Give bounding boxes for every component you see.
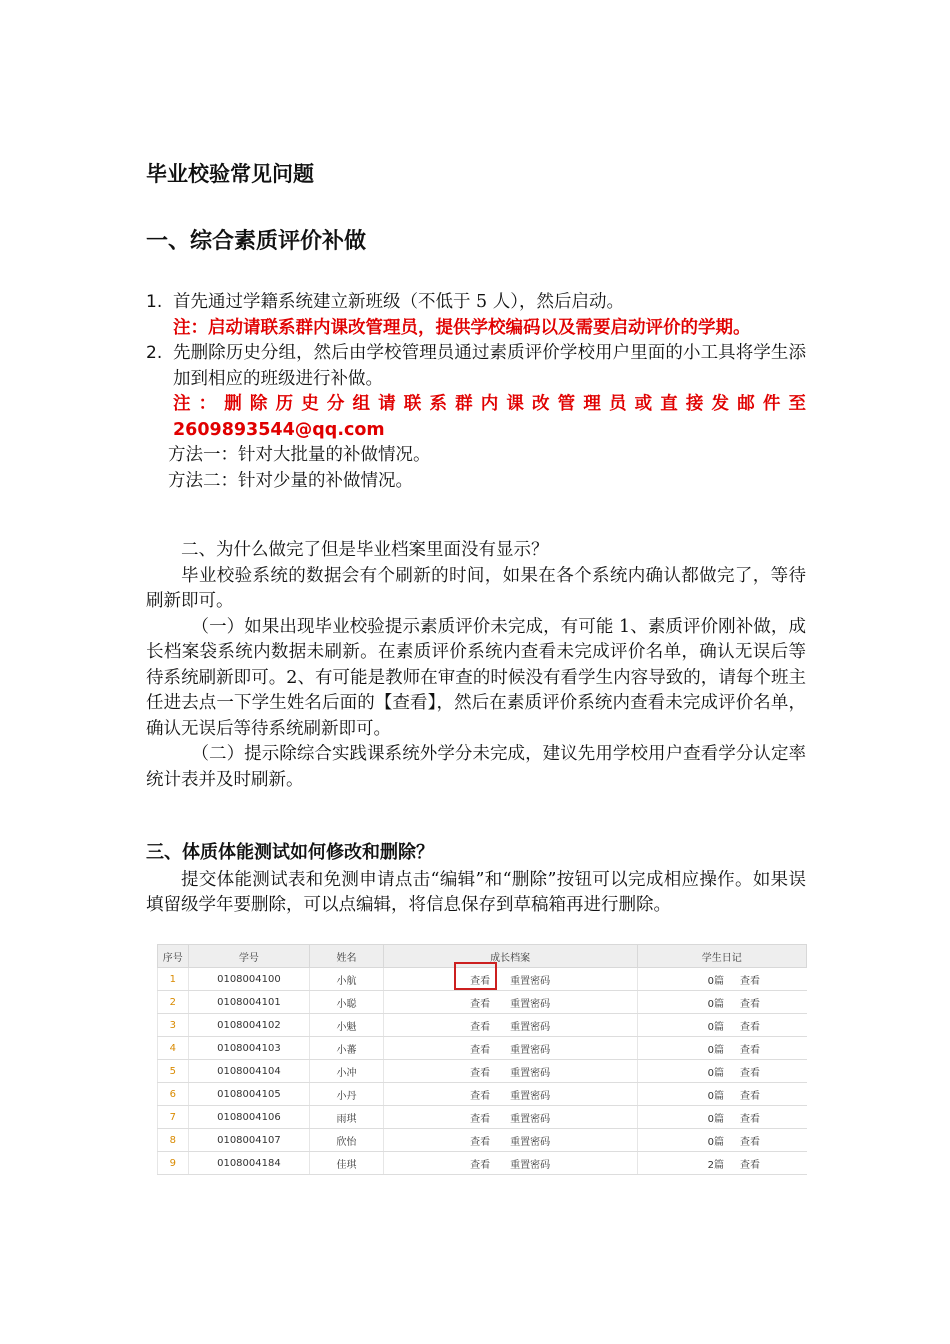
row-student-id: 0108004103 [188,1037,310,1060]
col-name: 姓名 [310,945,384,968]
row-archive-actions [383,991,637,1014]
reset-password-link[interactable]: 重置密码 [510,1090,551,1102]
view-diary-link[interactable]: 查看 [740,975,760,987]
section2-item2: （二）提示除综合实践课系统外学分未完成，建议先用学校用户查看学分认定率统计表并及时刷新。 [146,744,806,790]
row-diary [637,1037,806,1060]
row-archive-actions [383,1014,637,1037]
reset-password-link[interactable]: 重置密码 [510,1021,551,1033]
diary-count: 0篇 [707,1044,724,1056]
table-row [158,1106,807,1129]
row-archive-actions [383,1152,637,1175]
row-student-name: 小航 [310,968,384,991]
view-diary-link[interactable]: 查看 [740,1090,760,1102]
row-student-name: 小冲 [310,1060,384,1083]
row-student-name: 雨琪 [310,1106,384,1129]
view-archive-link[interactable]: 查看 [470,1067,491,1079]
row-seq: 1 [158,968,189,991]
row-diary [637,1060,806,1083]
view-diary-link[interactable]: 查看 [740,1044,760,1056]
reset-password-link[interactable]: 重置密码 [510,975,551,987]
view-diary-link[interactable]: 查看 [740,1113,760,1125]
table-row [158,1014,807,1037]
diary-count: 2篇 [707,1159,724,1171]
diary-count: 0篇 [707,1136,724,1148]
steps-list [146,290,806,494]
col-seq: 序号 [158,945,189,968]
row-student-name: 欣怡 [310,1129,384,1152]
row-student-name: 小魁 [310,1014,384,1037]
row-diary [637,1083,806,1106]
table-body [158,968,807,1175]
row-diary [637,1129,806,1152]
row-diary [637,1152,806,1175]
method-2: 方法二：针对少量的补做情况。 [168,470,413,491]
row-student-id: 0108004104 [188,1060,310,1083]
reset-password-link[interactable]: 重置密码 [510,1113,551,1125]
document-title: 毕业校验常见问题 [146,162,314,186]
student-table [157,944,807,1175]
step-2 [146,341,806,443]
section3 [146,840,806,919]
col-student-diary: 学生日记 [637,945,806,968]
highlight-box [454,962,497,990]
view-diary-link[interactable]: 查看 [740,1136,760,1148]
diary-count: 0篇 [707,975,724,987]
row-archive-actions [383,1037,637,1060]
row-student-name: 小聪 [310,991,384,1014]
section2-heading: 二、为什么做完了但是毕业档案里面没有显示？ [181,540,549,560]
reset-password-link[interactable]: 重置密码 [510,998,551,1010]
table-row [158,1037,807,1060]
view-diary-link[interactable]: 查看 [740,1021,760,1033]
section3-heading: 三、体质体能测试如何修改和删除？ [146,842,434,863]
row-student-name: 小丹 [310,1083,384,1106]
row-archive-actions [383,1083,637,1106]
section1-heading: 一、综合素质评价补做 [146,229,367,254]
row-seq: 2 [158,991,189,1014]
row-archive-actions [383,968,637,991]
row-student-id: 0108004100 [188,968,310,991]
row-seq: 8 [158,1129,189,1152]
row-archive-actions [383,1060,637,1083]
reset-password-link[interactable]: 重置密码 [510,1044,551,1056]
step-note: 注：启动请联系群内课改管理员，提供学校编码以及需要启动评价的学期。 [173,317,751,338]
col-growth-archive: 成长档案 [383,945,637,968]
diary-count: 0篇 [707,1021,724,1033]
view-archive-link[interactable]: 查看 [470,1044,491,1056]
row-diary [637,991,806,1014]
table-row [158,1129,807,1152]
diary-count: 0篇 [707,998,724,1010]
row-archive-actions [383,1106,637,1129]
row-student-id: 0108004105 [188,1083,310,1106]
view-archive-link[interactable]: 查看 [470,1113,491,1125]
row-student-name: 佳琪 [310,1152,384,1175]
row-archive-actions [383,1129,637,1152]
section2 [146,538,806,793]
view-diary-link[interactable]: 查看 [740,1067,760,1079]
view-archive-link[interactable]: 查看 [470,1136,491,1148]
row-seq: 6 [158,1083,189,1106]
view-archive-link[interactable]: 查看 [470,998,491,1010]
student-table-screenshot [157,944,807,1175]
step-1 [146,290,806,341]
row-student-id: 0108004102 [188,1014,310,1037]
step-number: 1. [146,292,163,312]
col-student-id: 学号 [188,945,310,968]
section2-paragraph: 毕业校验系统的数据会有个刷新的时间，如果在各个系统内确认都做完了，等待刷新即可。 [146,565,806,611]
diary-count: 0篇 [707,1090,724,1102]
row-student-id: 0108004107 [188,1129,310,1152]
row-student-id: 0108004101 [188,991,310,1014]
row-student-name: 小蕃 [310,1037,384,1060]
step-text: 首先通过学籍系统建立新班级（不低于 5 人），然后启动。 [173,292,625,312]
reset-password-link[interactable]: 重置密码 [510,1136,551,1148]
table-row [158,968,807,991]
view-diary-link[interactable]: 查看 [740,998,760,1010]
table-row [158,1060,807,1083]
step-number: 2. [146,343,163,363]
view-archive-link[interactable]: 查看 [470,1159,491,1171]
row-diary [637,1014,806,1037]
step-text: 先删除历史分组，然后由学校管理员通过素质评价学校用户里面的小工具将学生添加到相应的班级进行补做。 [173,343,806,389]
row-student-id: 0108004184 [188,1152,310,1175]
method-1: 方法一：针对大批量的补做情况。 [168,445,431,465]
reset-password-link[interactable]: 重置密码 [510,1067,551,1079]
view-diary-link[interactable]: 查看 [740,1159,760,1171]
view-archive-link[interactable]: 查看 [470,1021,491,1033]
row-seq: 9 [158,1152,189,1175]
row-seq: 4 [158,1037,189,1060]
row-diary [637,1106,806,1129]
row-seq: 7 [158,1106,189,1129]
table-row [158,991,807,1014]
row-seq: 5 [158,1060,189,1083]
view-archive-link[interactable]: 查看 [470,975,491,987]
step-note: 注：删除历史分组请联系群内课改管理员或直接发邮件至2609893544@qq.com [173,394,806,440]
reset-password-link[interactable]: 重置密码 [510,1159,551,1171]
table-row [158,1083,807,1106]
diary-count: 0篇 [707,1067,724,1079]
view-archive-link[interactable]: 查看 [470,1090,491,1102]
row-student-id: 0108004106 [188,1106,310,1129]
diary-count: 0篇 [707,1113,724,1125]
row-seq: 3 [158,1014,189,1037]
section3-paragraph: 提交体能测试表和免测申请点击“编辑”和“删除”按钮可以完成相应操作。如果误填留级学年要删除，可以点编辑，将信息保存到草稿箱再进行删除。 [146,869,806,915]
section2-item1: （一）如果出现毕业校验提示素质评价未完成，有可能 1、素质评价刚补做，成长档案袋系统内数据未刷新。在素质评价系统内查看未完成评价名单，确认无误后等待系统刷新即可。2、有可能是教师在审查的时候没有看学生内容导致的，请每个班主任进去点一下学生姓名后面的【查看】，然后在素质评价系统内查看未完成评价名单，确认无误后等待系统刷新即可。 [146,616,806,739]
row-diary [637,968,806,991]
table-row [158,1152,807,1175]
